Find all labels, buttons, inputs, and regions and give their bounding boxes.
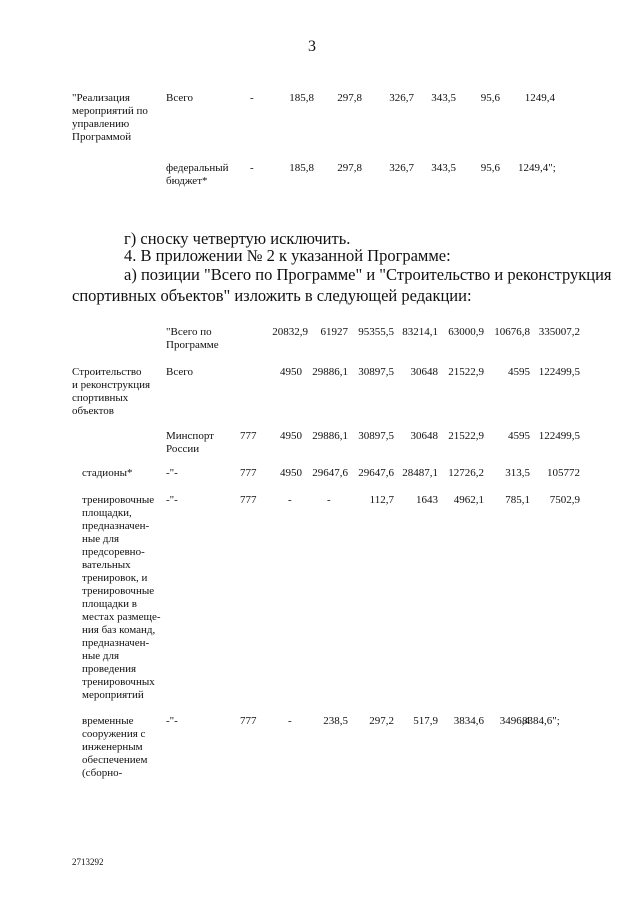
paragraph-a-line2: спортивных объектов" изложить в следующей редакции:	[72, 286, 472, 305]
table2-row6-value: -	[288, 715, 292, 727]
table2-row3-value: 30648	[410, 430, 438, 442]
table1-row-label: "Реализация мероприятий по управлению Программой	[72, 92, 148, 143]
table1-row2-value: 1249,4";	[518, 162, 556, 174]
table2-row2-value: 122499,5	[538, 366, 580, 378]
table2-row2-value: 30897,5	[358, 366, 394, 378]
table2-row4-name: стадионы*	[82, 467, 133, 479]
table2-row1-value: 335007,2	[538, 326, 580, 338]
table2-row4-code: 777	[240, 467, 257, 479]
table2-row5-value: 785,1	[505, 494, 530, 506]
table2-row6-source: -"-	[166, 715, 178, 727]
table1-row2-value: 297,8	[337, 162, 362, 174]
table2-row5-value: 4962,1	[453, 494, 484, 506]
paragraph-item-4: 4. В приложении № 2 к указанной Программе:	[124, 246, 451, 265]
table2-row6-value: 8384,6";	[522, 715, 560, 727]
table2-row2-value: 21522,9	[448, 366, 484, 378]
table1-row2-value: 343,5	[431, 162, 456, 174]
table2-row3-value: 4595	[508, 430, 530, 442]
table2-row5-name: тренировочные площадки, предназначен- ные для предсоревно- вательных тренировок, и тренировочные площадки в местах размеще- ния баз команд, предназначен- ные для проведения тренировочных мероприятий	[82, 494, 161, 701]
table1-row2-value: 326,7	[389, 162, 414, 174]
table2-row5-value: 112,7	[369, 494, 394, 506]
document-code: 2713292	[72, 857, 104, 867]
table2-row4-value: 29647,6	[358, 467, 394, 479]
table2-row6-value: 3496,4	[499, 715, 530, 727]
table2-row4-source: -"-	[166, 467, 178, 479]
table2-row6-code: 777	[240, 715, 257, 727]
table1-row1-source: Всего	[166, 92, 193, 104]
table2-row4-value: 29647,6	[312, 467, 348, 479]
table2-row1-value: 95355,5	[358, 326, 394, 338]
table2-row3-value: 29886,1	[312, 430, 348, 442]
table2-row4-value: 4950	[280, 467, 302, 479]
table2-row1-value: 10676,8	[494, 326, 530, 338]
table2-row6-value: 297,2	[369, 715, 394, 727]
table2-row3-value: 122499,5	[538, 430, 580, 442]
table1-row1-value: 297,8	[337, 92, 362, 104]
table1-row1-value: 326,7	[389, 92, 414, 104]
table1-row2-code: -	[250, 162, 254, 174]
table2-row1-value: 63000,9	[448, 326, 484, 338]
table2-row3-value: 21522,9	[448, 430, 484, 442]
table1-row1-value: 185,8	[289, 92, 314, 104]
table2-row5-value: 1643	[416, 494, 438, 506]
table1-row1-value: 343,5	[431, 92, 456, 104]
table1-row1-value: 1249,4	[524, 92, 555, 104]
table2-row2-value: 29886,1	[312, 366, 348, 378]
table2-row4-value: 28487,1	[402, 467, 438, 479]
table2-row6-name: временные сооружения с инженерным обеспечением (сборно-	[82, 715, 148, 779]
table2-row3-value: 30897,5	[358, 430, 394, 442]
table2-row6-value: 517,9	[413, 715, 438, 727]
table1-row2-source: федеральный бюджет*	[166, 162, 229, 187]
table2-row1-value: 20832,9	[272, 326, 308, 338]
table2-row3-value: 4950	[280, 430, 302, 442]
table2-row1-value: 83214,1	[402, 326, 438, 338]
table1-row1-value: 95,6	[480, 92, 500, 104]
table2-row3-code: 777	[240, 430, 257, 442]
table1-row2-value: 95,6	[480, 162, 500, 174]
table2-row2-value: 4595	[508, 366, 530, 378]
table1-row2-value: 185,8	[289, 162, 314, 174]
table2-row2-source: Всего	[166, 366, 193, 378]
table2-row3-source: Минспорт России	[166, 430, 214, 455]
table2-row5-value: -	[288, 494, 292, 506]
table2-row5-code: 777	[240, 494, 257, 506]
table2-row4-value: 12726,2	[448, 467, 484, 479]
paragraph-a-line1: а) позиции "Всего по Программе" и "Строительство и реконструкция	[124, 265, 612, 284]
table2-row1-source: "Всего по Программе	[166, 326, 219, 351]
paragraph-g: г) сноску четвертую исключить.	[124, 229, 351, 248]
table2-row5-value: 7502,9	[549, 494, 580, 506]
table2-row1-value: 61927	[320, 326, 348, 338]
table2-row6-value: 238,5	[323, 715, 348, 727]
table2-row2-value: 4950	[280, 366, 302, 378]
table2-row5-source: -"-	[166, 494, 178, 506]
table2-row2-value: 30648	[410, 366, 438, 378]
table2-row4-value: 105772	[547, 467, 580, 479]
table2-row4-value: 313,5	[505, 467, 530, 479]
table2-row6-value: 3834,6	[453, 715, 484, 727]
table1-row1-code: -	[250, 92, 254, 104]
table2-row5-value: -	[327, 494, 331, 506]
table2-row2-name: Строительство и реконструкция спортивных объектов	[72, 366, 151, 417]
page-number: 3	[308, 38, 316, 55]
